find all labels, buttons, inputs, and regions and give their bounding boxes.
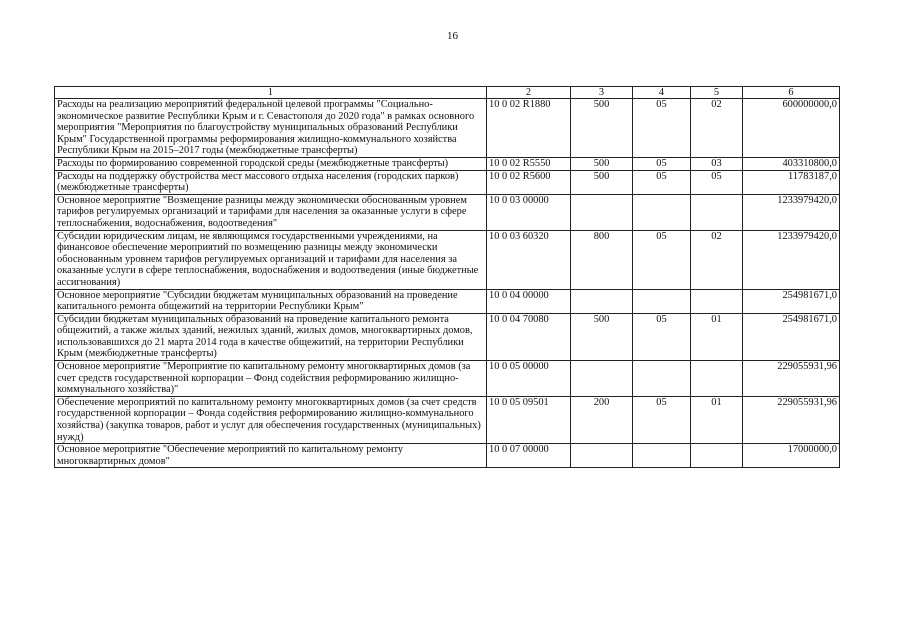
row-amount: 11783187,0 [743, 170, 840, 194]
row-col-5: 01 [691, 396, 743, 443]
row-code: 10 0 02 R5600 [487, 170, 571, 194]
header-col-6: 6 [743, 87, 840, 99]
row-col-4: 05 [633, 157, 691, 170]
row-description: Расходы на поддержку обустройства мест массового отдыха населения (городских парков) (межбюджетные трансферты) [55, 170, 487, 194]
budget-table [54, 86, 840, 468]
row-description: Основное мероприятие "Субсидии бюджетам муниципальных образований на проведение капитального ремонта общежитий на территории Республики Крым" [55, 289, 487, 313]
table-row [55, 157, 840, 170]
header-col-4: 4 [633, 87, 691, 99]
row-col-5: 02 [691, 230, 743, 289]
row-col-4: 05 [633, 313, 691, 360]
row-code: 10 0 04 70080 [487, 313, 571, 360]
row-code: 10 0 02 R5550 [487, 157, 571, 170]
row-description: Субсидии бюджетам муниципальных образований на проведение капитального ремонта общежитий, а также жилых зданий, нежилых зданий, жилых домов, многоквартирных домов, использовавшихся до 21 марта 2014 года в качестве общежитий, на территории Республики Крым (межбюджетные трансферты) [55, 313, 487, 360]
row-col-4 [633, 289, 691, 313]
row-code: 10 0 03 60320 [487, 230, 571, 289]
row-code: 10 0 04 00000 [487, 289, 571, 313]
row-amount: 1233979420,0 [743, 194, 840, 230]
table-row [55, 313, 840, 360]
table-header-row [55, 87, 840, 99]
row-col-3: 800 [571, 230, 633, 289]
header-col-1: 1 [55, 87, 487, 99]
row-amount: 1233979420,0 [743, 230, 840, 289]
row-col-4: 05 [633, 230, 691, 289]
row-description: Субсидии юридическим лицам, не являющимся государственными учреждениями, на финансовое обеспечение мероприятий по возмещению разницы между экономически обоснованным уровнем тарифов регулируемых организаций и тарифами для населения за оказанные услуги в сфере теплоснабжения, водоснабжения и водоотведения (иные бюджетные ассигнования) [55, 230, 487, 289]
row-amount: 600000000,0 [743, 99, 840, 158]
row-description: Обеспечение мероприятий по капитальному ремонту многоквартирных домов (за счет средств государственной корпорации – Фонда содействия реформированию жилищно-коммунального хозяйства) (закупка товаров, работ и услуг для обеспечения государственных (муниципальных) нужд) [55, 396, 487, 443]
row-amount: 254981671,0 [743, 289, 840, 313]
table-row [55, 230, 840, 289]
row-col-3 [571, 444, 633, 468]
row-col-5: 03 [691, 157, 743, 170]
row-amount: 254981671,0 [743, 313, 840, 360]
row-col-3: 500 [571, 99, 633, 158]
row-col-5: 02 [691, 99, 743, 158]
row-code: 10 0 07 00000 [487, 444, 571, 468]
row-col-3: 500 [571, 170, 633, 194]
page-number: 16 [447, 30, 458, 42]
row-col-4 [633, 361, 691, 397]
row-col-3 [571, 289, 633, 313]
row-code: 10 0 02 R1880 [487, 99, 571, 158]
row-col-5 [691, 194, 743, 230]
table-row [55, 99, 840, 158]
row-description: Основное мероприятие "Обеспечение мероприятий по капитальному ремонту многоквартирных домов" [55, 444, 487, 468]
row-col-5 [691, 444, 743, 468]
row-amount: 17000000,0 [743, 444, 840, 468]
row-amount: 403310800,0 [743, 157, 840, 170]
row-description: Расходы по формированию современной городской среды (межбюджетные трансферты) [55, 157, 487, 170]
row-amount: 229055931,96 [743, 361, 840, 397]
header-col-5: 5 [691, 87, 743, 99]
row-amount: 229055931,96 [743, 396, 840, 443]
row-col-3: 500 [571, 157, 633, 170]
row-description: Расходы на реализацию мероприятий федеральной целевой программы "Социально-экономическое развитие Республики Крым и г. Севастополя до 2020 года" в рамках основного мероприятия "Мероприятия по благоустройству муниципальных образований Республики Крым" Государственной программы реформирования жилищно-коммунального хозяйства Республики Крым на 2015–2017 годы (межбюджетные трансферты) [55, 99, 487, 158]
row-description: Основное мероприятие "Мероприятие по капитальному ремонту многоквартирных домов (за счет средств государственной корпорации – Фонд содействия реформированию жилищно-коммунального хозяйства)" [55, 361, 487, 397]
row-code: 10 0 05 00000 [487, 361, 571, 397]
row-col-4 [633, 444, 691, 468]
row-col-3 [571, 194, 633, 230]
table-row [55, 289, 840, 313]
header-col-2: 2 [487, 87, 571, 99]
table-row [55, 444, 840, 468]
row-col-3 [571, 361, 633, 397]
row-code: 10 0 03 00000 [487, 194, 571, 230]
row-description: Основное мероприятие "Возмещение разницы между экономически обоснованным уровнем тарифов регулируемых организаций и тарифами для населения за оказанные услуги в сфере теплоснабжения, водоснабжения, водоотведения" [55, 194, 487, 230]
table-row [55, 194, 840, 230]
row-col-4: 05 [633, 396, 691, 443]
row-code: 10 0 05 09501 [487, 396, 571, 443]
row-col-4 [633, 194, 691, 230]
table-row [55, 396, 840, 443]
header-col-3: 3 [571, 87, 633, 99]
row-col-5 [691, 361, 743, 397]
row-col-3: 200 [571, 396, 633, 443]
row-col-5 [691, 289, 743, 313]
table-row [55, 170, 840, 194]
row-col-5: 01 [691, 313, 743, 360]
row-col-3: 500 [571, 313, 633, 360]
table-row [55, 361, 840, 397]
row-col-4: 05 [633, 99, 691, 158]
row-col-4: 05 [633, 170, 691, 194]
row-col-5: 05 [691, 170, 743, 194]
